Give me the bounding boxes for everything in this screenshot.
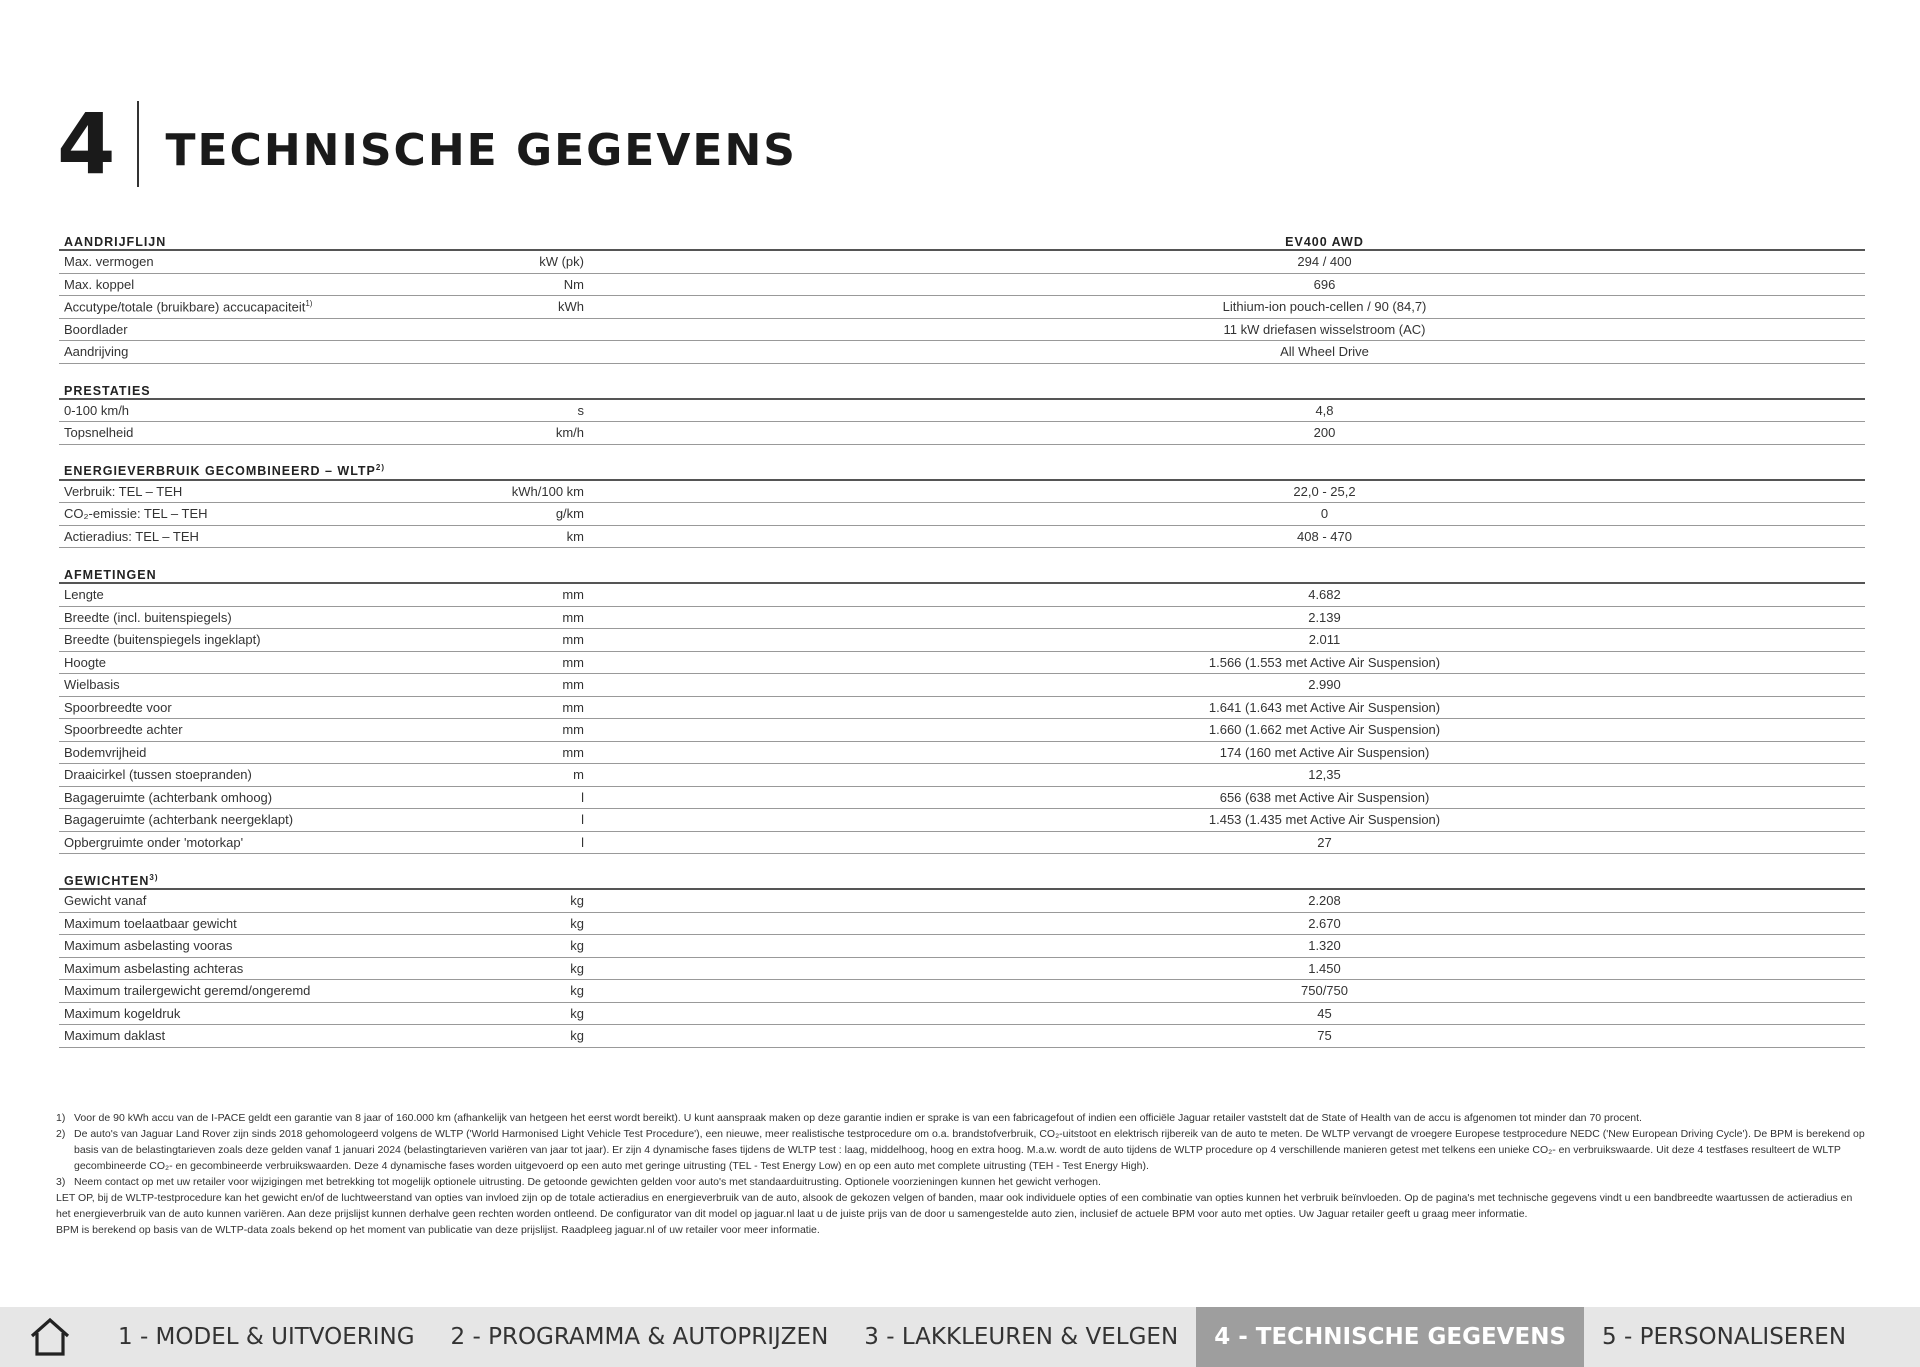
spec-value: 75 <box>1317 1028 1332 1044</box>
spec-label-text: Boordlader <box>64 321 128 337</box>
home-button[interactable] <box>0 1307 100 1367</box>
section-header <box>59 460 1865 481</box>
spec-label <box>59 277 464 292</box>
spec-row <box>59 629 1865 652</box>
spec-label-text: Aandrijving <box>64 344 129 360</box>
spec-label-text: Lengte <box>64 587 104 603</box>
spec-label <box>59 677 464 692</box>
footnote <box>56 1110 1866 1126</box>
spec-label <box>59 344 464 359</box>
spec-unit: kg <box>570 1028 584 1044</box>
spec-value: 750/750 <box>1301 983 1348 999</box>
spec-label <box>59 893 464 908</box>
spec-row <box>59 652 1865 675</box>
spec-row <box>59 890 1865 913</box>
section-header <box>59 230 1865 251</box>
section-header <box>59 563 1865 584</box>
spec-label-text: Topsnelheid <box>64 425 134 441</box>
spec-value: 2.990 <box>1308 677 1341 693</box>
spec-value: 27 <box>1317 834 1332 850</box>
spec-unit: s <box>577 402 584 418</box>
spec-label-text: Opbergruimte onder 'motorkap' <box>64 834 244 850</box>
spec-value: 2.011 <box>1308 632 1341 648</box>
spec-label <box>59 722 464 737</box>
footnote-number: 1) <box>56 1112 66 1124</box>
section-title-text: AFMETINGEN <box>64 568 157 582</box>
spec-label <box>59 610 464 625</box>
nav-tab-3[interactable]: 3 - LAKKLEUREN & VELGEN <box>864 1324 1179 1350</box>
spec-row <box>59 764 1865 787</box>
spec-value: All Wheel Drive <box>1280 344 1369 360</box>
spec-unit: kWh <box>558 299 584 315</box>
spec-unit: l <box>581 789 584 805</box>
spec-label <box>59 254 464 269</box>
spec-row <box>59 697 1865 720</box>
spec-value: 0 <box>1320 506 1329 522</box>
disclaimer-note: LET OP, bij de WLTP-testprocedure kan het gewicht en/of de luchtweerstand van opties van invloed zijn op de totale actieradius en energieverbruik van de auto, alsook de gekozen velgen of banden, maar ook individuele opties of een combinatie van opties kunnen het verbruik beïnvloeden. Op de pagina's met technische gegevens vindt u een bandbreedte waartussen de actieradius en het energieverbruik van de auto kunnen variëren. Aan deze prijslijst kunnen derhalve geen rechten worden ontleend. De configurator van dit model op jaguar.nl laat u de juiste prijs van de door u samengestelde auto zien, inclusief de actuele BPM voor auto met opties. Uw Jaguar retailer geeft u graag meer informatie. <box>56 1192 1853 1220</box>
spec-row <box>59 787 1865 810</box>
spec-value: 174 (160 met Active Air Suspension) <box>1219 744 1430 760</box>
spec-label <box>59 983 464 998</box>
spec-label <box>59 700 464 715</box>
spec-row <box>59 607 1865 630</box>
spec-value: 1.660 (1.662 met Active Air Suspension) <box>1208 722 1441 738</box>
nav-tab-2[interactable]: 2 - PROGRAMMA & AUTOPRIJZEN <box>450 1324 829 1350</box>
spec-row <box>59 481 1865 504</box>
nav-tab-4[interactable]: 4 - TECHNISCHE GEGEVENS <box>1196 1307 1584 1367</box>
spec-value: 1.453 (1.435 met Active Air Suspension) <box>1208 812 1441 828</box>
spec-label-text: Bagageruimte (achterbank omhoog) <box>64 789 273 805</box>
footnote-number: 2) <box>56 1128 66 1140</box>
spec-label-text: CO₂-emissie: TEL – TEH <box>64 506 208 522</box>
spec-value: 408 - 470 <box>1297 528 1352 544</box>
footnote-text: Neem contact op met uw retailer voor wijzigingen met betrekking tot mogelijk optionele uitrusting. De getoonde gewichten gelden voor auto's met standaarduitrusting. Optionele voorzieningen kunnen het gewicht verhogen. <box>74 1176 1101 1188</box>
spec-label <box>59 1028 464 1043</box>
spec-unit: g/km <box>555 506 584 522</box>
spec-unit: kg <box>570 938 584 954</box>
section-title <box>59 873 464 888</box>
spec-row <box>59 809 1865 832</box>
spec-label <box>59 655 464 670</box>
footnote-number: 3) <box>56 1176 66 1188</box>
spec-label-text: Wielbasis <box>64 677 120 693</box>
spec-label <box>59 767 464 782</box>
section-header <box>59 869 1865 890</box>
spec-unit: kWh/100 km <box>511 483 584 499</box>
section-title-footnote-ref: 2) <box>375 463 385 473</box>
spec-label-text: Hoogte <box>64 654 106 670</box>
section-header <box>59 379 1865 400</box>
spec-value: 2.208 <box>1308 893 1341 909</box>
spec-label-text: Verbruik: TEL – TEH <box>64 483 183 499</box>
spec-label <box>59 632 464 647</box>
spec-unit: l <box>581 812 584 828</box>
spec-row <box>59 503 1865 526</box>
section-title-text: PRESTATIES <box>64 383 151 398</box>
spec-label <box>59 916 464 931</box>
section-title <box>59 235 464 249</box>
section-title-text: GEWICHTEN <box>64 874 150 888</box>
chapter-number: 4 <box>57 95 116 193</box>
spec-label-text: Maximum kogeldruk <box>64 1005 181 1021</box>
spec-label-text: Accutype/totale (bruikbare) accucapaciteit <box>64 299 306 315</box>
spec-row <box>59 674 1865 697</box>
spec-label-text: Breedte (incl. buitenspiegels) <box>64 609 232 625</box>
section-title <box>59 384 464 398</box>
spec-row <box>59 958 1865 981</box>
spec-unit: mm <box>562 744 584 760</box>
spec-label-text: Spoorbreedte achter <box>64 722 183 738</box>
spec-value: 656 (638 met Active Air Suspension) <box>1219 789 1430 805</box>
spec-unit: mm <box>562 609 584 625</box>
spec-label <box>59 961 464 976</box>
spec-label <box>59 322 464 337</box>
spec-value: 12,35 <box>1308 767 1341 783</box>
header-divider <box>137 101 139 187</box>
spec-value: 1.566 (1.553 met Active Air Suspension) <box>1208 654 1441 670</box>
spec-label-text: Gewicht vanaf <box>64 893 147 909</box>
spec-label <box>59 403 464 418</box>
spec-label-footnote-ref: 1) <box>305 299 313 309</box>
spec-row <box>59 422 1865 445</box>
spec-label <box>59 745 464 760</box>
spec-row <box>59 251 1865 274</box>
section-title-footnote-ref: 3) <box>149 872 159 882</box>
spec-row <box>59 719 1865 742</box>
spec-row <box>59 526 1865 549</box>
spec-unit: l <box>581 834 584 850</box>
spec-value: 1.641 (1.643 met Active Air Suspension) <box>1208 699 1441 715</box>
spec-value: 200 <box>1313 425 1336 441</box>
spec-row <box>59 296 1865 319</box>
spec-label-text: Draaicirkel (tussen stoepranden) <box>64 767 252 783</box>
spec-label-text: 0-100 km/h <box>64 402 130 418</box>
section-title-text: AANDRIJFLIJN <box>64 235 167 249</box>
nav-tab-1[interactable]: 1 - MODEL & UITVOERING <box>118 1324 415 1350</box>
spec-unit: mm <box>562 677 584 693</box>
spec-label-text: Maximum trailergewicht geremd/ongeremd <box>64 983 311 999</box>
footnote <box>56 1174 1866 1190</box>
spec-label-text: Max. vermogen <box>64 254 154 270</box>
chapter-nav <box>0 1307 1920 1367</box>
spec-value: 294 / 400 <box>1297 254 1352 270</box>
spec-row <box>59 742 1865 765</box>
spec-label-text: Spoorbreedte voor <box>64 699 172 715</box>
spec-row <box>59 1003 1865 1026</box>
spec-row <box>59 274 1865 297</box>
spec-value: 45 <box>1317 1005 1332 1021</box>
spec-label-text: Maximum daklast <box>64 1028 166 1044</box>
spec-label <box>59 506 464 521</box>
spec-unit: mm <box>562 654 584 670</box>
spec-label <box>59 1006 464 1021</box>
home-icon <box>28 1316 72 1358</box>
section-title <box>59 463 464 478</box>
spec-unit: kg <box>570 1005 584 1021</box>
page-header <box>57 95 797 193</box>
column-header: EV400 AWD <box>1285 235 1364 249</box>
spec-label <box>59 484 464 499</box>
spec-label <box>59 587 464 602</box>
spec-value: 2.670 <box>1308 915 1341 931</box>
spec-unit: kg <box>570 960 584 976</box>
spec-label <box>59 938 464 953</box>
spec-label-text: Actieradius: TEL – TEH <box>64 528 199 544</box>
spec-label-text: Maximum asbelasting vooras <box>64 938 233 954</box>
spec-label <box>59 299 464 314</box>
spec-label-text: Maximum asbelasting achteras <box>64 960 244 976</box>
spec-row <box>59 913 1865 936</box>
spec-unit: Nm <box>563 276 584 292</box>
spec-label <box>59 835 464 850</box>
spec-unit: m <box>573 767 584 783</box>
spec-value: 22,0 - 25,2 <box>1293 483 1356 499</box>
spec-label-text: Bagageruimte (achterbank neergeklapt) <box>64 812 294 828</box>
spec-value: 4.682 <box>1308 587 1341 603</box>
spec-value: 696 <box>1313 276 1336 292</box>
spec-row <box>59 935 1865 958</box>
spec-row <box>59 584 1865 607</box>
footnote-text: Voor de 90 kWh accu van de I-PACE geldt een garantie van 8 jaar of 160.000 km (afhankelijk van hetgeen het eerst wordt bereikt). U kunt aanspraak maken op deze garantie indien er sprake is van een fabricagefout of indien een officiële Jaguar retailer vaststelt dat de State of Health van de accu is afgenomen tot minder dan 70 procent. <box>74 1112 1642 1124</box>
spec-row <box>59 400 1865 423</box>
section-title <box>59 568 464 582</box>
spec-value: 1.450 <box>1308 960 1341 976</box>
spec-value: 1.320 <box>1308 938 1341 954</box>
spec-unit: kW (pk) <box>539 254 584 270</box>
spec-label-text: Max. koppel <box>64 276 135 292</box>
spec-row <box>59 1025 1865 1048</box>
spec-unit: km/h <box>555 425 584 441</box>
spec-label-text: Maximum toelaatbaar gewicht <box>64 915 237 931</box>
spec-label <box>59 790 464 805</box>
spec-unit: mm <box>562 632 584 648</box>
spec-row <box>59 832 1865 855</box>
nav-tab-5[interactable]: 5 - PERSONALISEREN <box>1602 1324 1847 1350</box>
spec-row <box>59 319 1865 342</box>
spec-value: 11 kW driefasen wisselstroom (AC) <box>1223 321 1426 337</box>
section-title-text: ENERGIEVERBRUIK GECOMBINEERD – WLTP <box>64 464 376 479</box>
spec-label <box>59 425 464 440</box>
spec-unit: km <box>566 528 584 544</box>
disclaimer-note: BPM is berekend op basis van de WLTP-data zoals bekend op het moment van publicatie van deze prijslijst. Raadpleeg jaguar.nl of uw retailer voor meer informatie. <box>56 1224 820 1236</box>
spec-unit: mm <box>562 722 584 738</box>
spec-value: Lithium-ion pouch-cellen / 90 (84,7) <box>1222 299 1427 315</box>
spec-unit: mm <box>562 699 584 715</box>
spec-label <box>59 529 464 544</box>
spec-unit: kg <box>570 893 584 909</box>
spec-unit: mm <box>562 587 584 603</box>
spec-label-text: Bodemvrijheid <box>64 744 147 760</box>
spec-row <box>59 980 1865 1003</box>
page-title: TECHNISCHE GEGEVENS <box>165 124 797 176</box>
footnotes <box>56 1110 1866 1238</box>
spec-value: 2.139 <box>1308 609 1341 625</box>
spec-table <box>59 230 1865 1048</box>
spec-row <box>59 341 1865 364</box>
spec-unit: kg <box>570 983 584 999</box>
spec-value: 4,8 <box>1315 402 1334 418</box>
footnote <box>56 1126 1866 1174</box>
spec-unit: kg <box>570 915 584 931</box>
spec-label-text: Breedte (buitenspiegels ingeklapt) <box>64 632 261 648</box>
spec-label <box>59 812 464 827</box>
footnote-text: De auto's van Jaguar Land Rover zijn sinds 2018 gehomologeerd volgens de WLTP ('World Harmonised Light Vehicle Test Procedure'), een nieuwe, meer realistische testprocedure om o.a. brandstofverbruik, CO₂-uitstoot en elektrisch rijbereik van de auto te meten. De WLTP vervangt de vroegere Europese testprocedure NEDC ('New European Driving Cycle'). De BPM is berekend op basis van de belastingtarieven zoals deze gelden vanaf 1 januari 2024 (belastingtarieven variëren van jaar tot jaar). Er zijn 4 dynamische fases tijdens de WLTP test : laag, middelhoog, hoog en extra hoog. M.a.w. wordt de auto tijdens de WLTP procedure op 4 verschillende manieren getest met telkens een unieke CO₂- en verbruikswaarde. Uit deze 4 testfases resulteert de WLTP gecombineerde CO₂- en gecombineerde verbruikswaarden. Deze 4 dynamische fases worden uitgevoerd op een auto met geringe uitrusting (TEL - Test Energy Low) en op een auto met complete uitrusting (TEH - Test Energy High). <box>74 1128 1865 1172</box>
